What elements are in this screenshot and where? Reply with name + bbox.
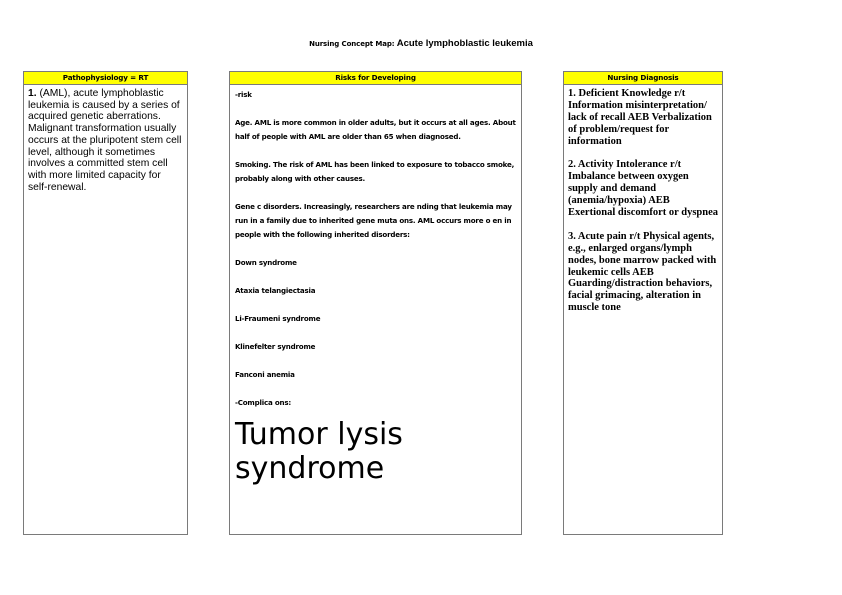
diagnosis-item: 1. Deficient Knowledge r/t Information misinterpretation/ lack of recall AEB Verbalization of problem/request for information xyxy=(568,88,712,147)
page-title xyxy=(0,38,842,49)
nursing-diagnosis-header: Nursing Diagnosis xyxy=(564,72,722,85)
risks-header: Risks for Developing xyxy=(230,72,521,85)
page-title-lead: Nursing Concept Map: xyxy=(309,40,395,48)
risk-item-genetic: Gene c disorders. Increasingly, researchers are nding that leukemia may run in a family due to inherited gene muta ons. AML occurs more o en in people with the following inherited disorders: xyxy=(235,202,512,239)
complication-tumor-lysis: Tumor lysis syndrome xyxy=(235,417,403,486)
pathophysiology-box xyxy=(23,71,188,535)
risk-item-age: Age. AML is more common in older adults, but it occurs at all ages. About half of people with AML are older than 65 when diagnosed. xyxy=(235,118,516,141)
pathophysiology-number: 1. xyxy=(28,88,40,99)
pathophysiology-text xyxy=(24,85,187,193)
pathophysiology-header: Pathophysiology = RT xyxy=(24,72,187,85)
risk-disorder-fanconi: Fanconi anemia xyxy=(235,370,295,379)
pathophysiology-description: (AML), acute lymphoblastic leukemia is caused by a series of acquired genetic aberrations. Malignant transformation usually occurs at the pluripotent stem cell level, although it sometimes involves a committed stem cell with more limited capacity for self-renewal. xyxy=(28,88,182,193)
complications-label: -Complica ons: xyxy=(235,398,292,407)
risk-disorder-down: Down syndrome xyxy=(235,258,297,267)
risk-disorder-klinefelter: Klinefelter syndrome xyxy=(235,342,316,351)
risk-disorder-li-fraumeni: Li-Fraumeni syndrome xyxy=(235,314,321,323)
diagnosis-item: 2. Activity Intolerance r/t Imbalance between oxygen supply and demand (anemia/hypoxia) AEB Exertional discomfort or dyspnea xyxy=(568,159,719,219)
risk-label: -risk xyxy=(235,90,252,99)
risks-box xyxy=(229,71,522,535)
nursing-diagnosis-box xyxy=(563,71,723,535)
risk-item-smoking: Smoking. The risk of AML has been linked to exposure to tobacco smoke, probably along with other causes. xyxy=(235,160,515,183)
risk-disorder-ataxia: Ataxia telangiectasia xyxy=(235,286,316,295)
diagnosis-item: 3. Acute pain r/t Physical agents, e.g., enlarged organs/lymph nodes, bone marrow packed with leukemic cells AEB Guarding/distraction behaviors, facial grimacing, alteration in muscle tone xyxy=(568,230,717,314)
risks-text xyxy=(230,85,521,486)
page-title-topic: Acute lymphoblastic leukemia xyxy=(396,38,533,49)
nursing-diagnosis-text xyxy=(564,85,722,314)
